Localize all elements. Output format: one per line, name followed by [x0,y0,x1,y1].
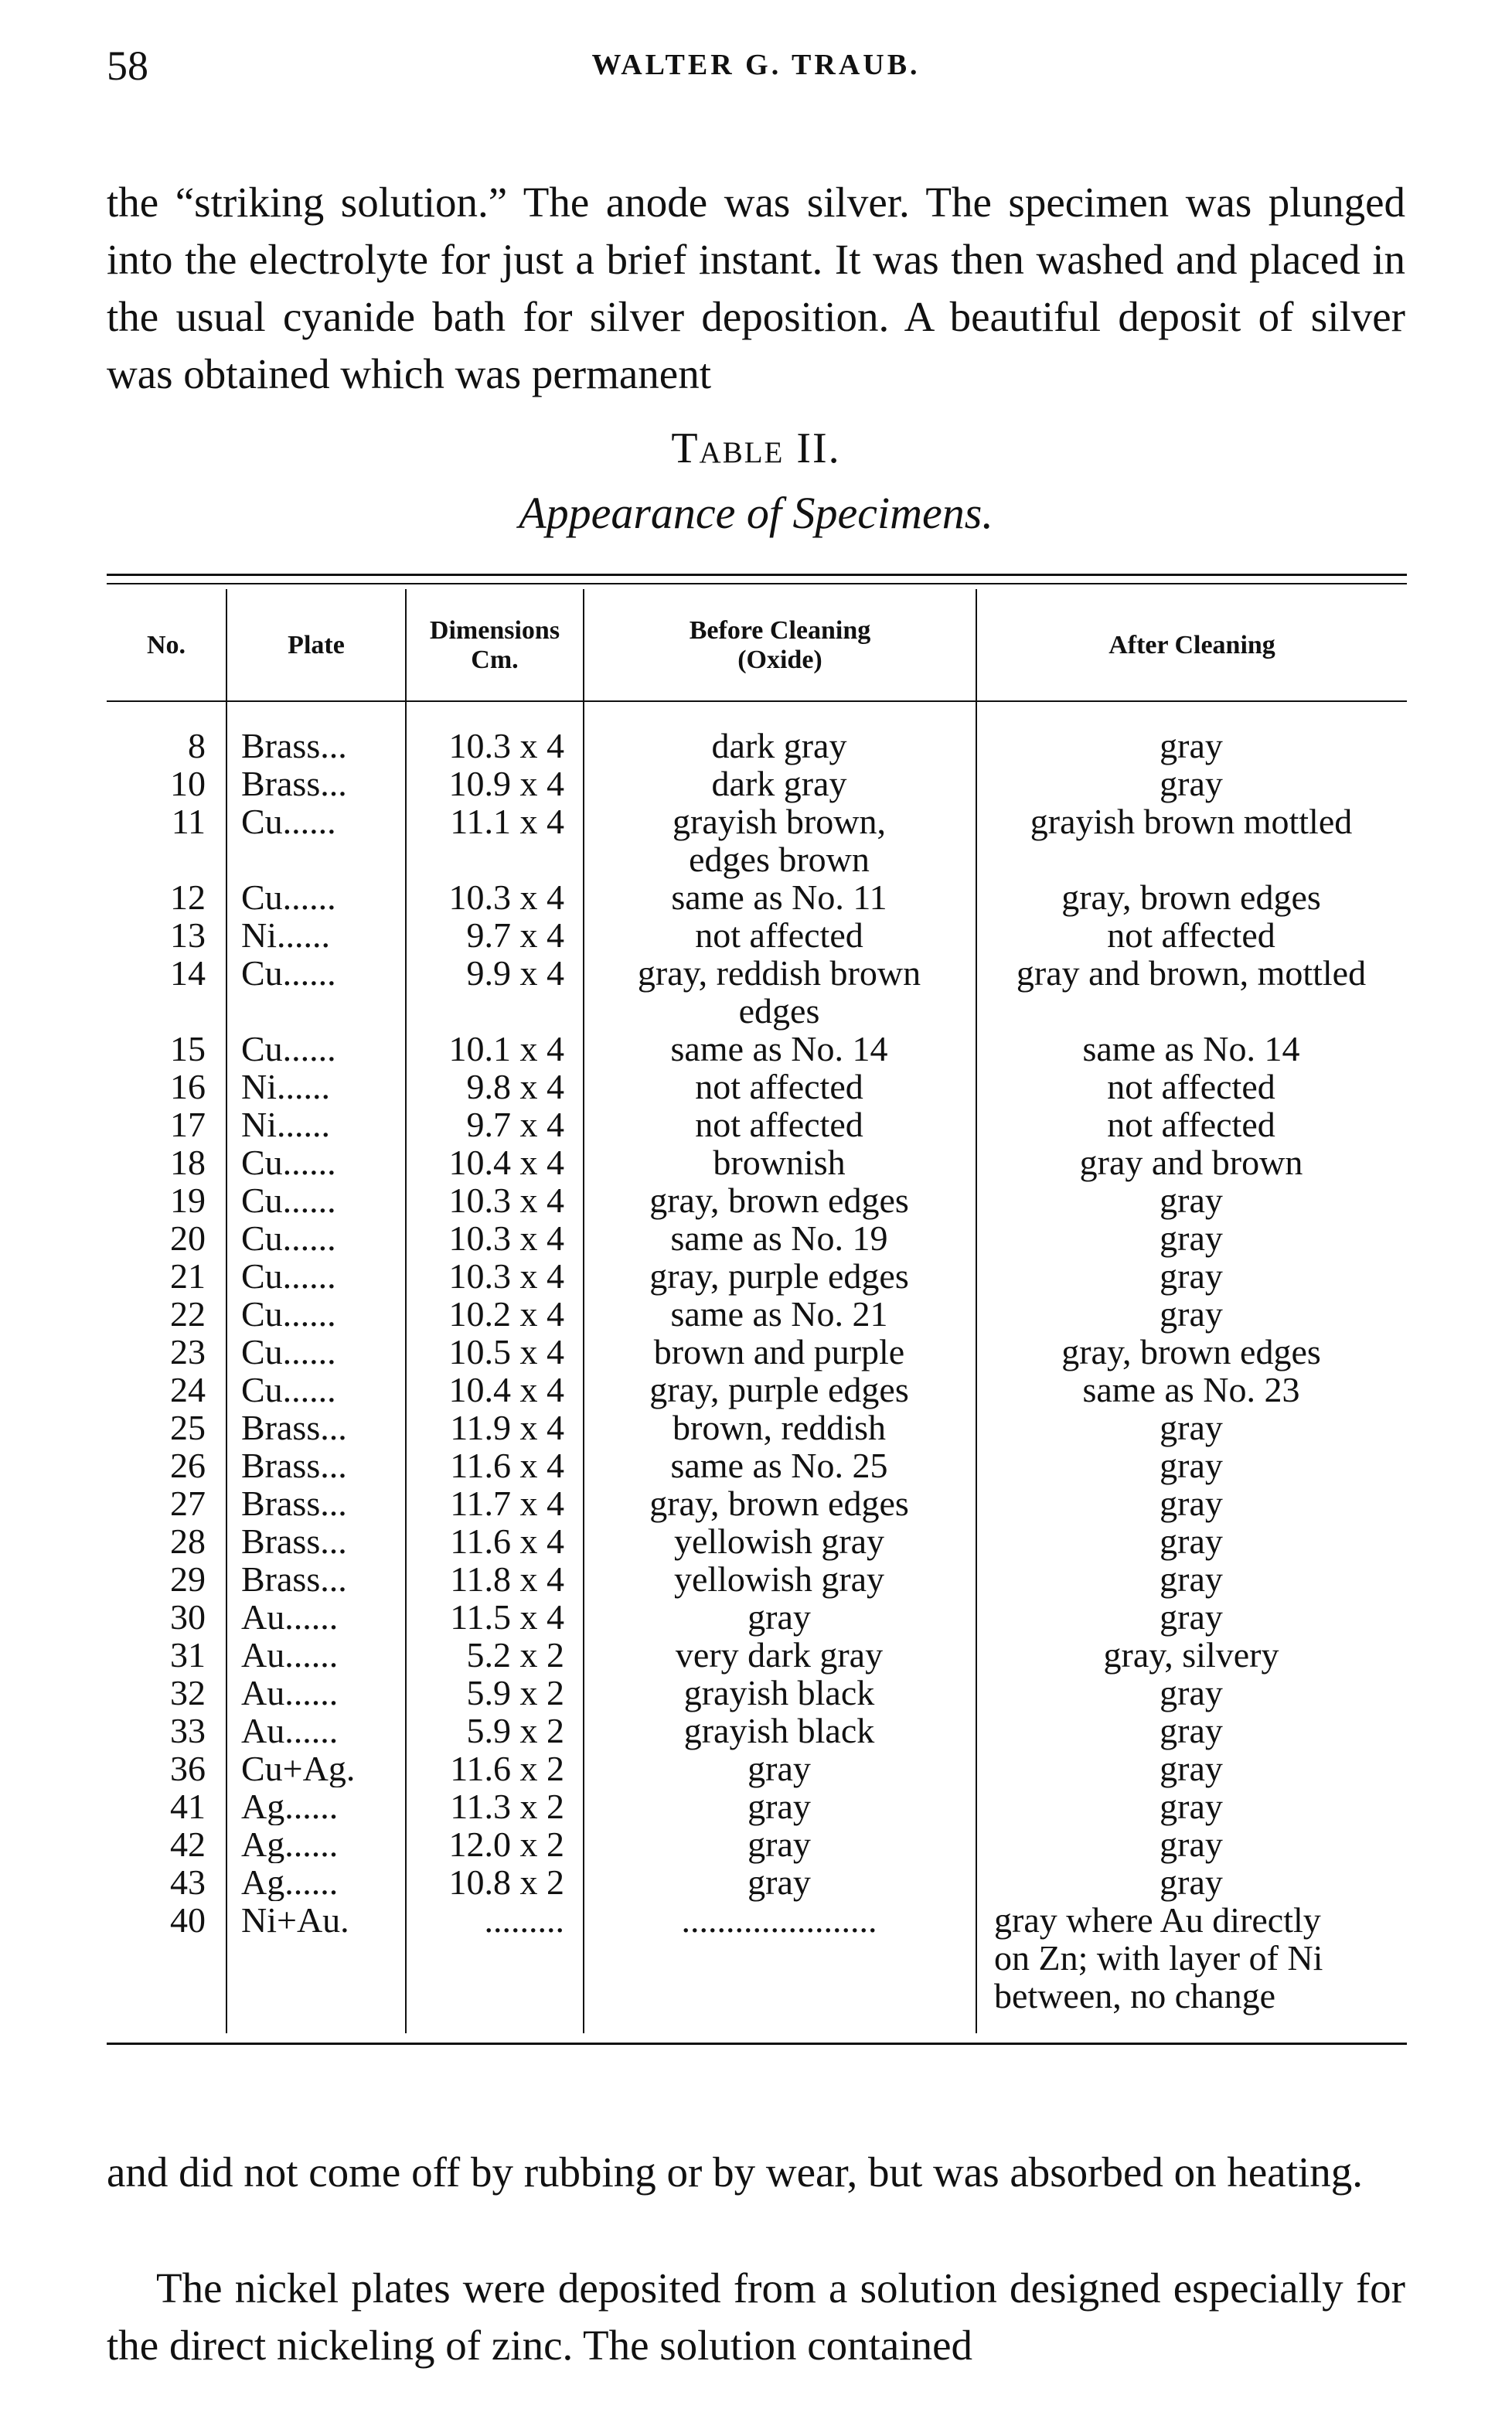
table-row [107,1371,1407,1409]
cell-plate: Cu...... [241,1219,336,1257]
cell-dimensions: 10.3 x 4 [448,726,564,765]
header-dimensions [407,595,583,696]
cell-dimensions: 10.3 x 4 [448,1181,564,1220]
cell-after-cleaning: gray, brown edges [1061,877,1321,917]
cell-before-cleaning: very dark gray [675,1635,884,1675]
table-row [107,1143,1407,1181]
header-before-line1: Before Cleaning [689,616,871,645]
cell-dimensions: 10.3 x 4 [448,1218,564,1258]
cell-no: 30 [170,1597,206,1637]
cell-no [107,840,226,878]
cell-before-cleaning: yellowish gray [673,1521,885,1561]
table-row [107,1257,1407,1295]
cell-no: 32 [170,1673,206,1712]
table-row [107,1030,1407,1068]
cell-before-cleaning: brown and purple [653,1332,905,1371]
cell-plate: Ag...... [241,1863,339,1901]
header-plate [227,595,405,696]
cell-before-cleaning: dark gray [711,726,847,765]
cell-before-cleaning: grayish brown, [673,802,886,841]
table-row [107,1484,1407,1522]
cell-dimensions: 11.6 x 2 [450,1749,564,1788]
cell-plate: Brass... [241,1522,347,1560]
page-number: 58 [107,43,148,89]
cell-plate: Cu...... [241,1030,336,1068]
cell-no: 23 [170,1332,206,1371]
cell-after-cleaning: gray [1160,1597,1223,1637]
table-row [107,1409,1407,1446]
cell-plate [226,1939,405,1977]
cell-before-cleaning: grayish black [683,1711,875,1750]
cell-dimensions: 9.8 x 4 [466,1067,564,1106]
cell-before-cleaning: grayish black [683,1673,875,1712]
cell-before-cleaning: gray [747,1825,811,1864]
table-row [107,1446,1407,1484]
table-row [107,1825,1407,1863]
cell-no: 13 [170,915,206,955]
table-row [107,1674,1407,1712]
cell-dimensions: 10.5 x 4 [448,1332,564,1371]
table-row [107,1068,1407,1106]
cell-no [107,992,226,1030]
cell-dimensions: 9.7 x 4 [466,915,564,955]
cell-dimensions: 11.6 x 4 [450,1446,564,1485]
cell-dimensions [405,1977,583,2015]
cell-after-cleaning: gray [1160,1256,1223,1296]
cell-before-cleaning: gray, brown edges [649,1181,909,1220]
table-row [107,878,1407,916]
cell-dimensions: 10.4 x 4 [448,1143,564,1182]
table-row [107,1712,1407,1750]
cell-after-cleaning: grayish brown mottled [1030,802,1353,841]
cell-before-cleaning: gray, reddish brown [637,953,921,993]
cell-no: 11 [171,802,206,841]
cell-no: 8 [188,726,206,765]
cell-after-cleaning: gray, silvery [1103,1635,1279,1675]
cell-plate: Cu...... [241,1333,336,1371]
table-row [107,1560,1407,1598]
cell-no: 12 [170,877,206,917]
cell-before-cleaning: ...................... [681,1900,877,1940]
cell-plate: Cu...... [241,1143,336,1181]
header-no-label: No. [146,631,186,659]
header-after-cleaning [977,595,1407,696]
cell-after-cleaning: gray [1160,1484,1223,1523]
cell-after-cleaning: gray [1160,726,1223,765]
cell-no: 17 [170,1105,206,1144]
cell-after-cleaning: gray [1160,1218,1223,1258]
cell-before-cleaning: brown, reddish [673,1408,886,1447]
cell-no: 33 [170,1711,206,1750]
header-plate-label: Plate [288,631,345,659]
cell-dimensions: 10.1 x 4 [448,1029,564,1068]
table-title: Appearance of Specimens. [519,488,993,538]
cell-before-cleaning: not affected [695,1105,863,1144]
cell-after-cleaning: same as No. 23 [1082,1370,1300,1409]
cell-no: 14 [170,953,206,993]
cell-dimensions [405,992,583,1030]
cell-before-cleaning: yellowish gray [673,1559,885,1599]
cell-after-cleaning: gray [1160,1521,1223,1561]
table-row [107,1181,1407,1219]
cell-plate: Cu...... [241,1295,336,1333]
cell-no: 41 [170,1787,206,1826]
cell-after-cleaning: gray where Au directly [994,1900,1321,1940]
cell-plate: Brass... [241,765,347,802]
cell-plate: Cu...... [241,878,336,916]
table-row [107,1863,1407,1901]
cell-plate: Brass... [241,1560,347,1598]
cell-no: 31 [170,1635,206,1675]
cell-dimensions [405,840,583,878]
cell-plate: Au...... [241,1598,339,1636]
cell-after-cleaning: gray [1160,1825,1223,1864]
cell-no: 20 [170,1218,206,1258]
cell-no: 18 [170,1143,206,1182]
cell-dimensions: 11.6 x 4 [450,1521,564,1561]
cell-plate: Ni+Au. [241,1901,349,1939]
table-row [107,1901,1407,1939]
cell-no: 26 [170,1446,206,1485]
cell-after-cleaning: gray and brown, mottled [1016,953,1367,993]
table-row [107,765,1407,802]
cell-dimensions: 11.1 x 4 [450,802,564,841]
cell-plate: Ag...... [241,1787,339,1825]
cell-no: 15 [170,1029,206,1068]
table-row [107,1106,1407,1143]
cell-no: 43 [170,1862,206,1902]
table-row [107,802,1407,840]
cell-after-cleaning: gray and brown [1079,1143,1303,1182]
cell-no: 36 [170,1749,206,1788]
cell-dimensions: 5.9 x 2 [466,1673,564,1712]
cell-dimensions: 11.5 x 4 [450,1597,564,1637]
cell-no: 40 [170,1900,206,1940]
cell-dimensions: 10.4 x 4 [448,1370,564,1409]
paragraph-continuation: and did not come off by rubbing or by wear, but was absorbed on heating. [107,2148,1364,2196]
cell-no [107,1939,226,1977]
cell-before-cleaning: dark gray [711,764,847,803]
cell-no: 22 [170,1294,206,1334]
cell-after-cleaning: not affected [1107,1067,1275,1106]
table-row [107,1636,1407,1674]
table-row [107,840,1407,878]
cell-dimensions: ......... [484,1900,564,1940]
table-row [107,1977,1407,2015]
cell-no: 21 [170,1256,206,1296]
cell-no: 25 [170,1408,206,1447]
header-before-cleaning [584,595,976,696]
cell-dimensions: 10.9 x 4 [448,764,564,803]
cell-before-cleaning: not affected [695,1067,863,1106]
cell-after-cleaning: gray [1160,1446,1223,1485]
table-row [107,1598,1407,1636]
cell-plate: Au...... [241,1712,339,1750]
header-no [107,595,226,696]
cell-dimensions: 9.7 x 4 [466,1105,564,1144]
cell-no: 27 [170,1484,206,1523]
cell-after-cleaning: gray [1160,1408,1223,1447]
cell-before-cleaning: gray, purple edges [649,1370,909,1409]
cell-before-cleaning: edges [738,991,820,1031]
running-head [107,42,1405,104]
header-dimensions-line2: Cm. [471,646,519,674]
cell-dimensions [405,1939,583,1977]
table-row [107,954,1407,992]
paragraph-top: the “striking solution.” The anode was silver. The specimen was plunged into the electrolyte for just a brief instant. It was then washed and placed in the usual cyanide bath for silver deposition. A beautiful deposit of silver was obtained which was permanent [107,179,1405,397]
paragraph-nickel: The nickel plates were deposited from a solution designed especially for the direct nickeling of zinc. The solution contained [107,2264,1405,2369]
cell-dimensions: 10.8 x 2 [448,1862,564,1902]
cell-before-cleaning: brownish [713,1143,846,1182]
cell-before-cleaning: gray, purple edges [649,1256,909,1296]
cell-after-cleaning: not affected [1107,915,1275,955]
cell-dimensions: 12.0 x 2 [448,1825,564,1864]
cell-after-cleaning: gray [1160,1749,1223,1788]
cell-before-cleaning [583,1977,976,2015]
cell-after-cleaning: gray [1160,1862,1223,1902]
cell-before-cleaning: same as No. 14 [670,1029,888,1068]
cell-plate: Cu...... [241,1257,336,1295]
cell-before-cleaning: gray [747,1862,811,1902]
cell-no: 10 [170,764,206,803]
table-row [107,1787,1407,1825]
cell-no: 42 [170,1825,206,1864]
cell-after-cleaning: gray, brown edges [1061,1332,1321,1371]
cell-plate: Brass... [241,727,347,765]
cell-plate [226,840,405,878]
cell-dimensions: 5.2 x 2 [466,1635,564,1675]
cell-after-cleaning [976,840,1407,878]
cell-plate: Au...... [241,1636,339,1674]
cell-before-cleaning: gray [747,1597,811,1637]
table-row [107,992,1407,1030]
table-row [107,1295,1407,1333]
cell-before-cleaning: not affected [695,915,863,955]
cell-before-cleaning: same as No. 21 [670,1294,888,1334]
table-row [107,1750,1407,1787]
cell-dimensions: 11.9 x 4 [450,1408,564,1447]
cell-plate: Ni...... [241,916,330,954]
cell-before-cleaning: gray, brown edges [649,1484,909,1523]
table-row [107,727,1407,765]
table-row [107,916,1407,954]
cell-no [107,1977,226,2015]
table-row [107,1333,1407,1371]
cell-after-cleaning: gray [1160,1559,1223,1599]
cell-plate: Cu...... [241,1371,336,1409]
cell-plate: Ag...... [241,1825,339,1863]
cell-after-cleaning: gray [1160,764,1223,803]
cell-dimensions: 9.9 x 4 [466,953,564,993]
table-body [107,727,1407,2015]
cell-plate: Brass... [241,1446,347,1484]
cell-after-cleaning [976,992,1407,1030]
cell-before-cleaning [583,1939,976,1977]
cell-dimensions: 11.8 x 4 [450,1559,564,1599]
cell-plate: Cu...... [241,954,336,992]
cell-before-cleaning: gray [747,1749,811,1788]
cell-dimensions: 10.2 x 4 [448,1294,564,1334]
cell-plate: Cu...... [241,802,336,840]
cell-no: 24 [170,1370,206,1409]
cell-plate: Au...... [241,1674,339,1712]
table-number: Table II. [671,424,841,472]
header-dimensions-line1: Dimensions [429,616,560,645]
cell-plate: Cu+Ag. [241,1750,356,1787]
cell-after-cleaning: not affected [1107,1105,1275,1144]
cell-after-cleaning: gray [1160,1711,1223,1750]
cell-after-cleaning: gray [1160,1294,1223,1334]
cell-plate: Ni...... [241,1106,330,1143]
cell-no: 19 [170,1181,206,1220]
cell-after-cleaning: on Zn; with layer of Ni [994,1938,1323,1978]
cell-before-cleaning: gray [747,1787,811,1826]
cell-dimensions: 5.9 x 2 [466,1711,564,1750]
table-top-rule [107,574,1407,576]
table-header-rule [107,700,1407,702]
cell-plate [226,992,405,1030]
cell-no: 28 [170,1521,206,1561]
table-bottom-rule [107,2043,1407,2045]
cell-no: 16 [170,1067,206,1106]
cell-after-cleaning: gray [1160,1787,1223,1826]
cell-plate: Brass... [241,1484,347,1522]
table-top-rule-inner [107,583,1407,584]
cell-after-cleaning: same as No. 14 [1082,1029,1300,1068]
cell-plate: Brass... [241,1409,347,1446]
cell-after-cleaning: between, no change [994,1976,1276,2015]
cell-dimensions: 10.3 x 4 [448,877,564,917]
cell-plate: Cu...... [241,1181,336,1219]
table-row [107,1219,1407,1257]
cell-dimensions: 11.3 x 2 [450,1787,564,1826]
cell-after-cleaning: gray [1160,1673,1223,1712]
running-title: WALTER G. TRAUB. [591,49,921,81]
cell-no: 29 [170,1559,206,1599]
cell-after-cleaning: gray [1160,1181,1223,1220]
cell-before-cleaning: same as No. 11 [671,877,887,917]
header-before-line2: (Oxide) [737,646,822,674]
header-after-label: After Cleaning [1108,631,1275,659]
cell-before-cleaning: same as No. 25 [670,1446,888,1485]
table-row [107,1522,1407,1560]
cell-dimensions: 10.3 x 4 [448,1256,564,1296]
cell-plate: Ni...... [241,1068,330,1106]
cell-plate [226,1977,405,2015]
cell-dimensions: 11.7 x 4 [450,1484,564,1523]
cell-before-cleaning: edges brown [689,840,870,879]
table-row [107,1939,1407,1977]
cell-before-cleaning: same as No. 19 [670,1218,888,1258]
